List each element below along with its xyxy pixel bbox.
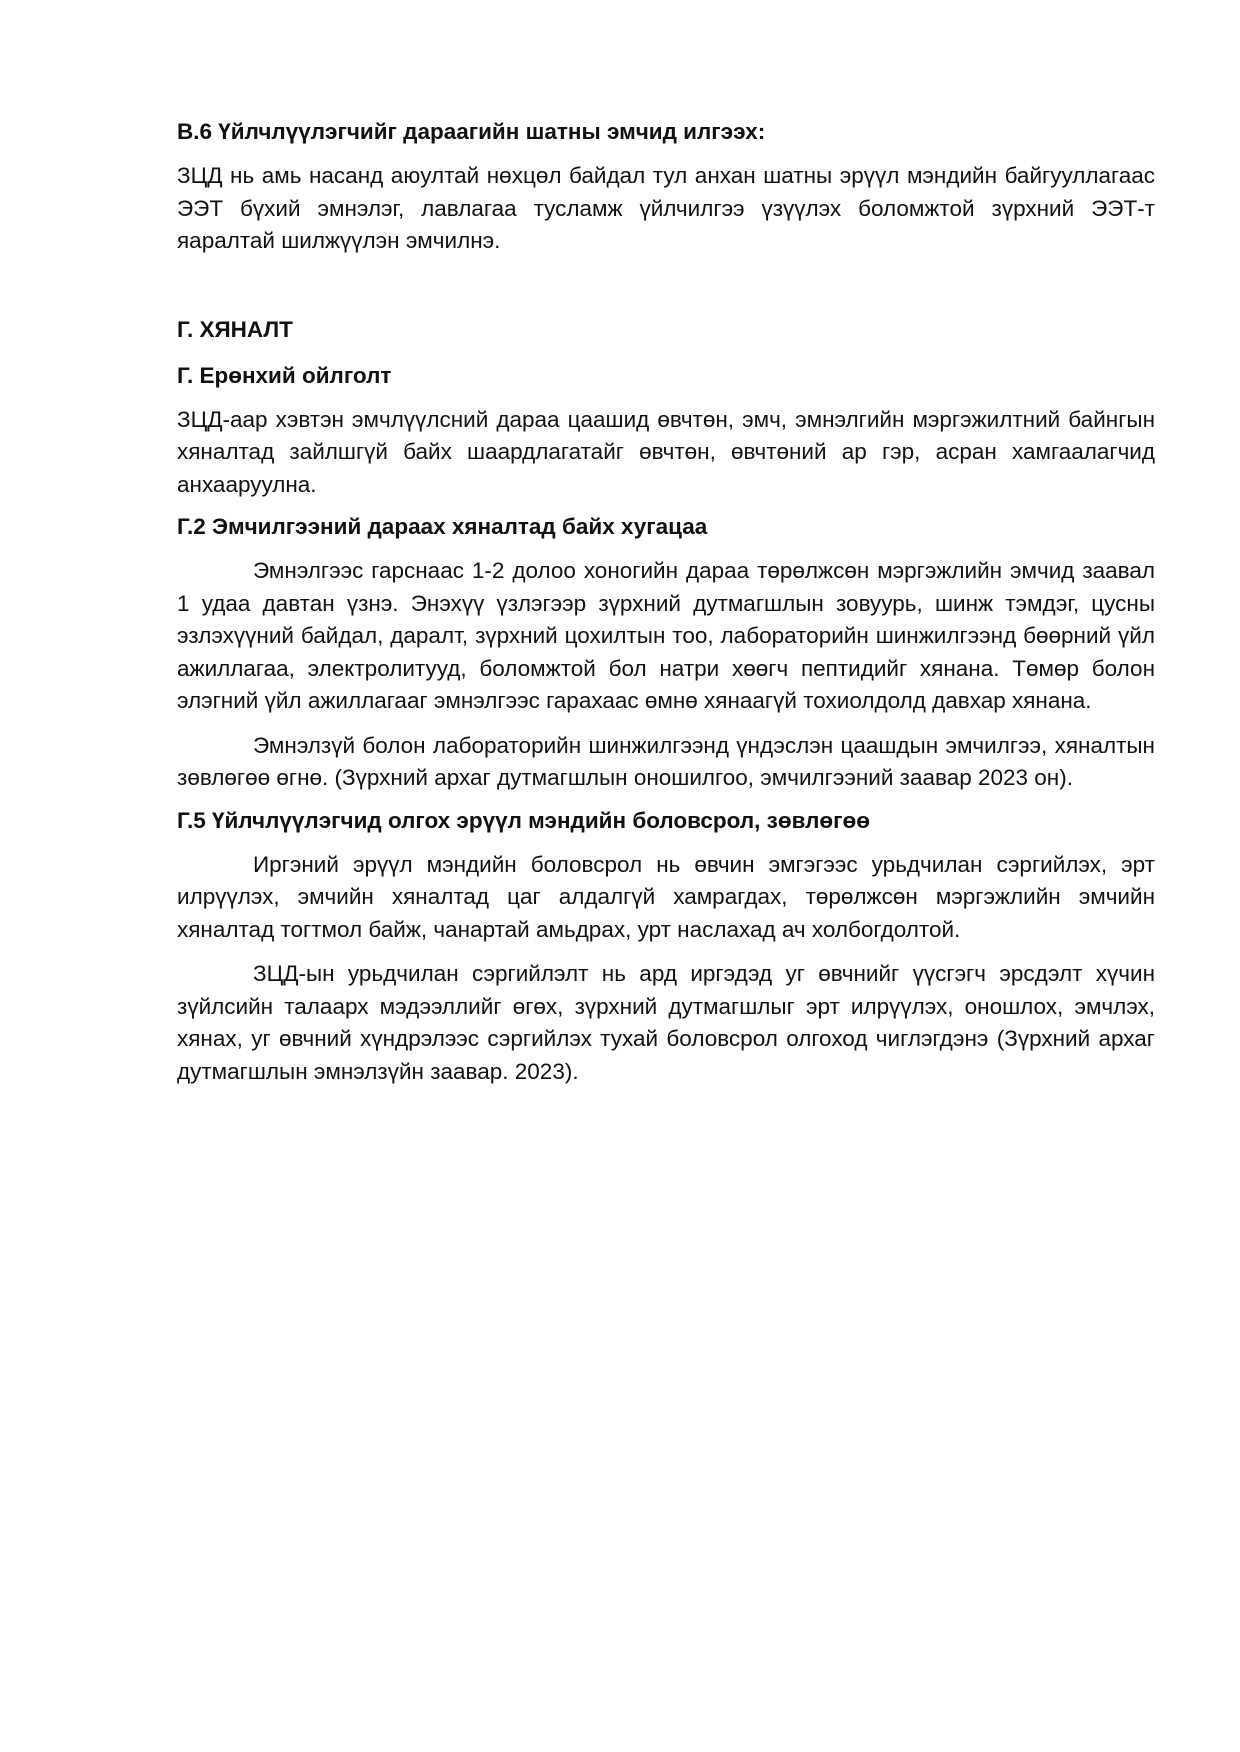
paragraph-g5-prevention: ЗЦД-ын урьдчилан сэргийлэлт нь ард иргэдэд уг өвчнийг үүсгэгч эрсдэлт хүчин зүйлсийн талаарх мэдээллийг өгөх, зүрхний дутмагшлыг эрт илрүүлэх, оношлох, эмчлэх, хянах, уг өвчний хүндрэлээс сэргийлэх тухай боловсрол олгоход чиглэгдэнэ (Зүрхний архаг дутмагшлын эмнэлзүйн заавар. 2023). [177,961,1155,1084]
paragraph-g5-education: Иргэний эрүүл мэндийн боловсрол нь өвчин эмгэгээс урьдчилан сэргийлэх, эрт илрүүлэх, эмчийн хяналтад цаг алдалгүй хамрагдах, төрөлжсөн мэргэжлийн эмчийн хяналтад тогтмол байж, чанартай амьдрах, урт наслахад ач холбогдолтой. [177,851,1155,942]
paragraph-g2-advice: Эмнэлзүй болон лабораторийн шинжилгээнд үндэслэн цаашдын эмчилгээ, хяналтын зөвлөгөө өгнө. (Зүрхний архаг дутмагшлын оношилгоо, эмчилгээний заавар 2023 он). [177,732,1155,790]
section-heading-b6: В.6 Үйлчлүүлэгчийг дараагийн шатны эмчид илгээх: [177,119,766,144]
document-page [177,116,1155,1088]
section-heading-g5: Г.5 Үйлчлүүлэгчид олгох эрүүл мэндийн боловсрол, зөвлөгөө [177,807,871,833]
paragraph-general-concept: ЗЦД-аар хэвтэн эмчлүүлсний дараа цаашид өвчтөн, эмч, эмнэлгийн мэргэжилтний байнгын хяналтад зайлшгүй байх шаардлагатайг өвчтөн, өвчтөний ар гэр, асран хамгаалагчид анхааруулна. [177,406,1155,497]
chapter-heading-monitoring: Г. ХЯНАЛТ [177,316,293,342]
section-heading-general-concept: Г. Ерөнхий ойлголт [177,362,392,388]
paragraph-b6: ЗЦД нь амь насанд аюултай нөхцөл байдал тул анхан шатны эрүүл мэндийн байгууллагаас ЭЭТ бүхий эмнэлэг, лавлагаа тусламж үйлчилгээ үзүүлэх боломжтой зүрхний ЭЭТ-т яаралтай шилжүүлэн эмчилнэ. [177,163,1155,253]
paragraph-g2-followup: Эмнэлгээс гарснаас 1-2 долоо хоногийн дараа төрөлжсөн мэргэжлийн эмчид заавал 1 удаа давтан үзнэ. Энэхүү үзлэгээр зүрхний дутмагшлын зовуурь, шинж тэмдэг, цусны эзлэхүүний байдал, даралт, зүрхний цохилтын тоо, лабораторийн шинжилгээнд бөөрний үйл ажиллагаа, электролитууд, боломжтой бол натри хөөгч пептидийг хянана. Төмөр болон элэгний үйл ажиллагааг эмнэлгээс гарахаас өмнө хянаагүй тохиолдолд давхар хянана. [177,558,1155,713]
section-heading-g2: Г.2 Эмчилгээний дараах хяналтад байх хугацаа [177,514,708,539]
